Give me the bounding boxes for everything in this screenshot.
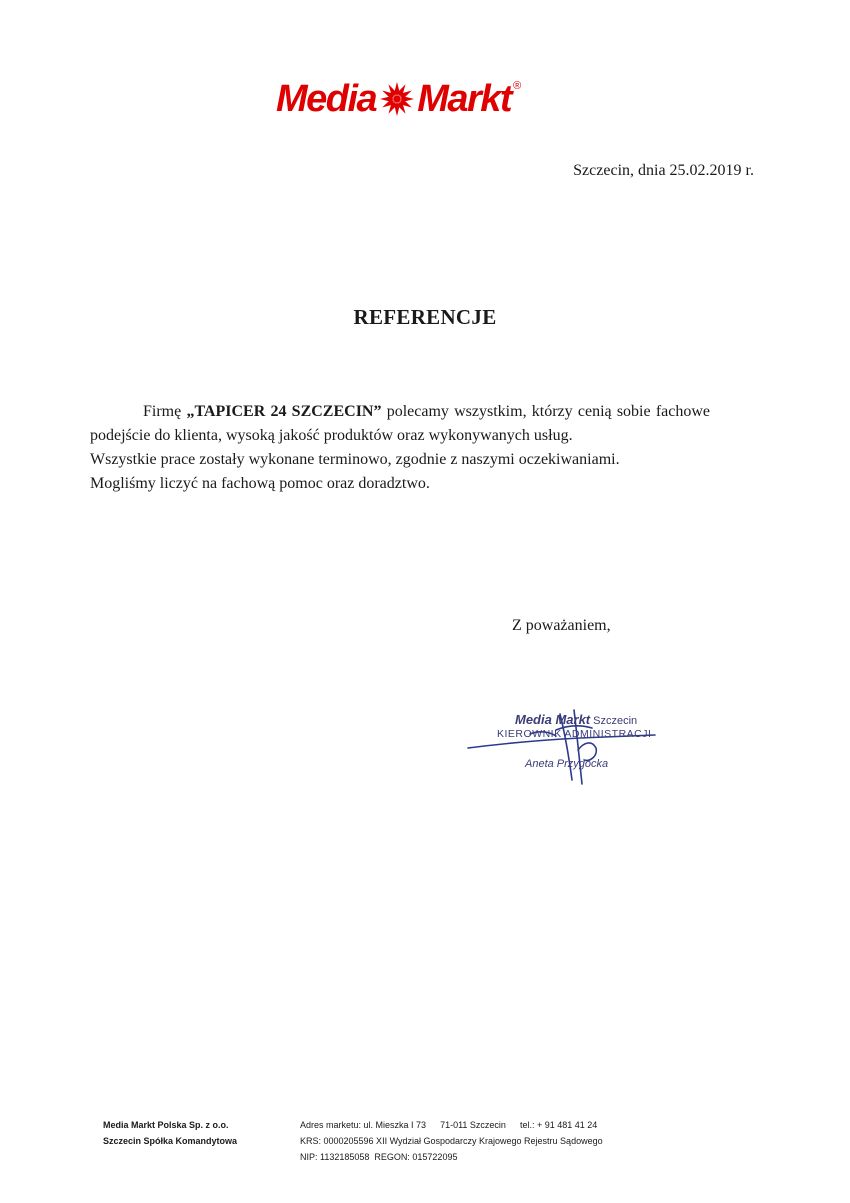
body-paragraph-1 [90, 400, 710, 448]
stamp-name: Aneta Przygocka [525, 758, 609, 770]
footer-address: Adres marketu: ul. Mieszka I 73 [300, 1120, 427, 1130]
body-paragraph-2: Wszystkie prace zostały wykonane terminowo, zgodnie z naszymi oczekiwaniami. [90, 451, 620, 468]
stamp-brand-line [515, 712, 637, 727]
footer-company-line-2: Szczecin Spółka Komandytowa [103, 1136, 238, 1146]
closing-salutation: Z poważaniem, [512, 617, 611, 634]
body-paragraph-3: Mogliśmy liczyć na fachową pomoc oraz doradztwo. [90, 475, 430, 492]
stamp-brand: Media Markt [515, 712, 591, 727]
footer-nip: NIP: 1132185058 [300, 1152, 370, 1162]
logo-text-left: Media [276, 77, 377, 120]
footer-krs: KRS: 0000205596 XII Wydział Gospodarczy Krajowego Rejestru Sądowego [300, 1136, 603, 1146]
body-p1-after: polecamy wszystkim, którzy cenią sobie fachowe podejście do klienta, wysoką jakość produktów oraz wykonywanych usług. [90, 403, 711, 444]
footer-phone: tel.: + 91 481 41 24 [519, 1120, 598, 1130]
footer-details [300, 1117, 603, 1165]
logo-text-right: Markt [417, 77, 512, 120]
stamp-city: Szczecin [593, 715, 638, 727]
company-stamp [497, 708, 667, 788]
letter-date: Szczecin, dnia 25.02.2019 r. [573, 162, 754, 179]
footer-company-line-1: Media Markt Polska Sp. z o.o. [103, 1120, 229, 1130]
footer-tax-line [300, 1149, 603, 1165]
footer-company [103, 1117, 237, 1149]
stamp-role: KIEROWNIK ADMINISTRACJI [497, 728, 652, 740]
letter-body [90, 400, 710, 496]
media-markt-logo [276, 76, 520, 122]
body-p1-before: Firmę [143, 403, 187, 420]
footer-postal: 71-011 Szczecin [440, 1120, 506, 1130]
footer-regon: REGON: 015722095 [374, 1152, 458, 1162]
media-markt-wheel-icon [378, 80, 416, 118]
footer-address-line [300, 1117, 603, 1133]
letter-title: REFERENCJE [353, 305, 497, 329]
registered-mark: ® [513, 80, 520, 92]
company-name: „TAPICER 24 SZCZECIN” [186, 403, 382, 420]
